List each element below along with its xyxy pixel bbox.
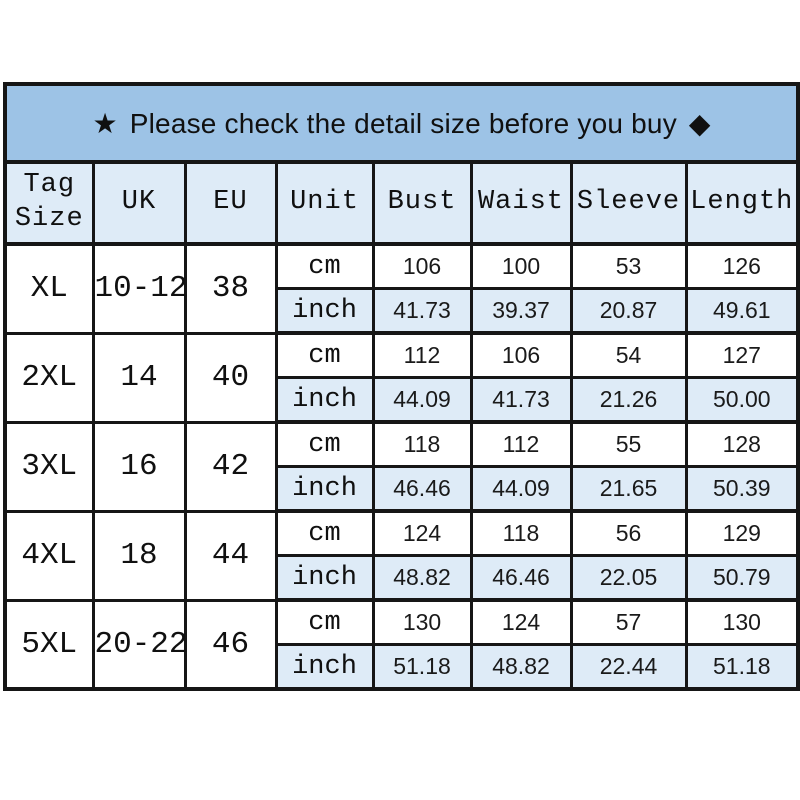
eu-value-cell: 46 (185, 600, 276, 689)
waist-cm-value: 112 (471, 422, 571, 467)
unit-cm-label: cm (276, 244, 373, 289)
bust-cm-value: 106 (373, 244, 471, 289)
length-inch-value: 50.00 (686, 378, 798, 423)
uk-value-cell: 20-22 (93, 600, 185, 689)
table-row-2xl-cm (5, 333, 798, 378)
table-row-xl-cm (5, 244, 798, 289)
waist-inch-value: 41.73 (471, 378, 571, 423)
eu-value-cell: 38 (185, 244, 276, 333)
bust-inch-value: 51.18 (373, 645, 471, 690)
waist-cm-value: 100 (471, 244, 571, 289)
header-row (5, 162, 798, 244)
waist-inch-value: 44.09 (471, 467, 571, 512)
bust-cm-value: 130 (373, 600, 471, 645)
waist-inch-value: 48.82 (471, 645, 571, 690)
sleeve-cm-value: 54 (571, 333, 686, 378)
length-inch-value: 50.79 (686, 556, 798, 601)
col-header-uk: UK (93, 162, 185, 244)
waist-cm-value: 124 (471, 600, 571, 645)
uk-value-cell: 10-12 (93, 244, 185, 333)
bust-cm-value: 118 (373, 422, 471, 467)
eu-value-cell: 44 (185, 511, 276, 600)
unit-cm-label: cm (276, 511, 373, 556)
length-cm-value: 130 (686, 600, 798, 645)
unit-cm-label: cm (276, 333, 373, 378)
table-row-5xl-cm (5, 600, 798, 645)
unit-inch-label: inch (276, 645, 373, 690)
banner-text: Please check the detail size before you buy (129, 107, 677, 139)
unit-inch-label: inch (276, 467, 373, 512)
banner (5, 84, 798, 162)
tag-size-cell: XL (5, 244, 93, 333)
sleeve-inch-value: 21.26 (571, 378, 686, 423)
waist-cm-value: 118 (471, 511, 571, 556)
sleeve-inch-value: 22.05 (571, 556, 686, 601)
sleeve-cm-value: 57 (571, 600, 686, 645)
col-header-length: Length (686, 162, 798, 244)
col-header-waist: Waist (471, 162, 571, 244)
waist-inch-value: 39.37 (471, 289, 571, 334)
uk-value-cell: 18 (93, 511, 185, 600)
bust-inch-value: 41.73 (373, 289, 471, 334)
length-cm-value: 126 (686, 244, 798, 289)
bust-inch-value: 46.46 (373, 467, 471, 512)
unit-cm-label: cm (276, 422, 373, 467)
length-cm-value: 128 (686, 422, 798, 467)
table-row-4xl-cm (5, 511, 798, 556)
unit-inch-label: inch (276, 289, 373, 334)
col-header-unit: Unit (276, 162, 373, 244)
sleeve-cm-value: 53 (571, 244, 686, 289)
length-inch-value: 50.39 (686, 467, 798, 512)
bust-cm-value: 124 (373, 511, 471, 556)
banner-row (5, 84, 798, 162)
diamond-icon: ◆ (688, 107, 711, 139)
bust-cm-value: 112 (373, 333, 471, 378)
table-row-3xl-cm (5, 422, 798, 467)
sleeve-cm-value: 55 (571, 422, 686, 467)
tag-size-cell: 3XL (5, 422, 93, 511)
eu-value-cell: 40 (185, 333, 276, 422)
col-header-tag-size: Tag Size (5, 162, 93, 244)
length-cm-value: 129 (686, 511, 798, 556)
col-header-bust: Bust (373, 162, 471, 244)
length-inch-value: 51.18 (686, 645, 798, 690)
uk-value-cell: 14 (93, 333, 185, 422)
col-header-sleeve: Sleeve (571, 162, 686, 244)
length-cm-value: 127 (686, 333, 798, 378)
tag-size-cell: 5XL (5, 600, 93, 689)
eu-value-cell: 42 (185, 422, 276, 511)
unit-inch-label: inch (276, 378, 373, 423)
unit-cm-label: cm (276, 600, 373, 645)
bust-inch-value: 48.82 (373, 556, 471, 601)
sleeve-inch-value: 21.65 (571, 467, 686, 512)
sleeve-inch-value: 20.87 (571, 289, 686, 334)
col-header-eu: EU (185, 162, 276, 244)
tag-size-cell: 2XL (5, 333, 93, 422)
waist-cm-value: 106 (471, 333, 571, 378)
size-chart-table (3, 82, 800, 691)
length-inch-value: 49.61 (686, 289, 798, 334)
tag-size-cell: 4XL (5, 511, 93, 600)
sleeve-inch-value: 22.44 (571, 645, 686, 690)
waist-inch-value: 46.46 (471, 556, 571, 601)
uk-value-cell: 16 (93, 422, 185, 511)
sleeve-cm-value: 56 (571, 511, 686, 556)
star-icon: ★ (92, 107, 118, 139)
bust-inch-value: 44.09 (373, 378, 471, 423)
unit-inch-label: inch (276, 556, 373, 601)
